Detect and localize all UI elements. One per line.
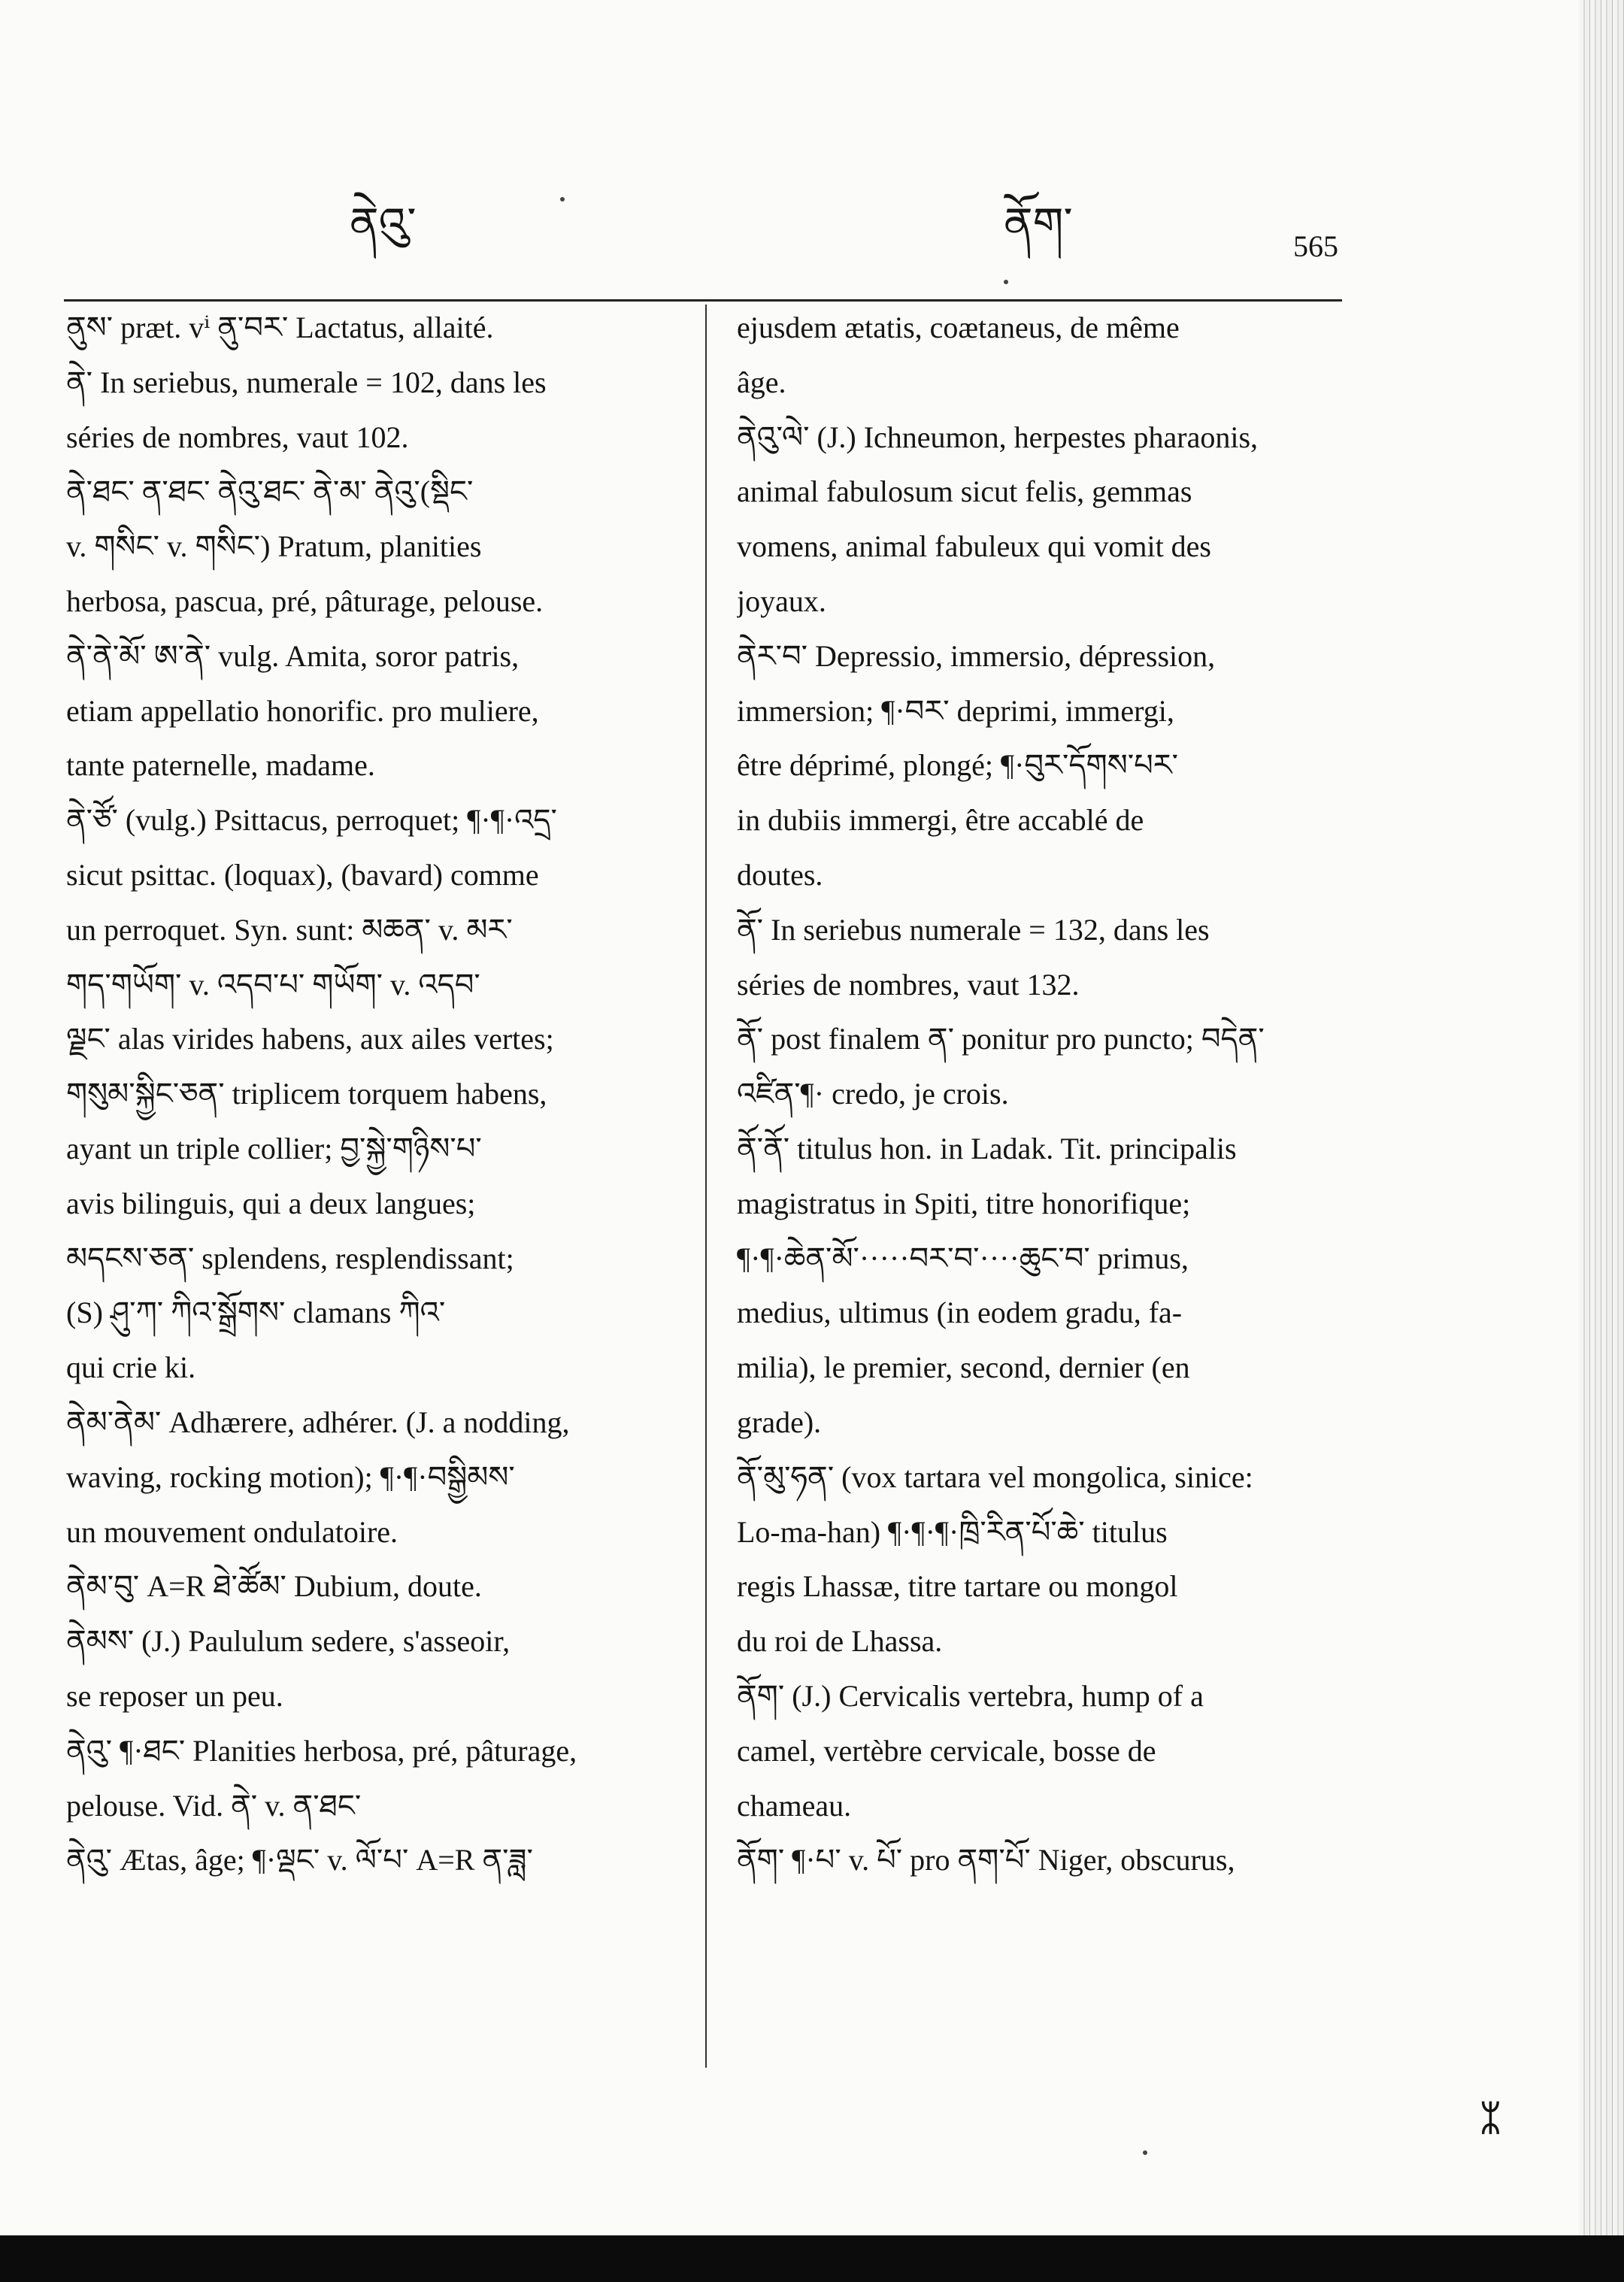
dictionary-line: མདངས་ཅན་ splendens, resplendissant; xyxy=(66,1241,514,1275)
dictionary-line: ནོག་ ¶·པ་ v. པོ་ pro ནག་པོ་ Niger, obscurus, xyxy=(737,1843,1235,1877)
speck xyxy=(1143,2150,1147,2155)
scanned-page-edge xyxy=(1579,0,1624,2241)
dictionary-line: être déprimé, plongé; ¶·བུར་དོགས་པར་ xyxy=(737,748,1179,783)
signature-mark: ᛯ xyxy=(1480,2099,1501,2138)
dictionary-line: ནེར་བ་ Depressio, immersio, dépression, xyxy=(737,638,1216,673)
dictionary-line: ལྗང་ alas virides habens, aux ailes vertes; xyxy=(66,1022,554,1056)
dictionary-line: âge. xyxy=(737,365,786,399)
dictionary-line: un mouvement ondulatoire. xyxy=(66,1514,398,1549)
dictionary-line: séries de nombres, vaut 132. xyxy=(737,967,1080,1002)
dictionary-line: ནེ་ནེ་མོ་ ཨ་ནེ་ vulg. Amita, soror patris, xyxy=(66,638,520,673)
dictionary-line: ནོག་ (J.) Cervicalis vertebra, hump of a xyxy=(737,1678,1204,1713)
page-number: 565 xyxy=(1293,229,1338,263)
dictionary-line: waving, rocking motion); ¶·¶·བསྒྱིམས་ xyxy=(66,1459,515,1494)
dictionary-line: ནེམ་ནེམ་ Adhærere, adhérer. (J. a nodding, xyxy=(66,1405,570,1439)
dictionary-line: ནེའུ་ལེ་ (J.) Ichneumon, herpestes pharaonis, xyxy=(737,420,1259,454)
dictionary-line: immersion; ¶·བར་ deprimi, immergi, xyxy=(737,693,1174,728)
dictionary-line: in dubiis immergi, être accablé de xyxy=(737,803,1144,838)
dictionary-line: animal fabulosum sicut felis, gemmas xyxy=(737,474,1192,509)
dictionary-line: milia), le premier, second, dernier (en xyxy=(737,1350,1190,1385)
dictionary-line: vomens, animal fabuleux qui vomit des xyxy=(737,529,1211,564)
dictionary-line: ནུས་ præt. vⁱ ནུ་བར་ Lactatus, allaité. xyxy=(66,311,494,344)
dictionary-line: joyaux. xyxy=(737,583,826,618)
dictionary-line: གསུམ་སྐྱིང་ཅན་ triplicem torquem habens, xyxy=(66,1077,547,1111)
dictionary-line: tante paternelle, madame. xyxy=(66,748,375,783)
column-divider xyxy=(705,305,707,2068)
dictionary-line: un perroquet. Syn. sunt: མཆན་ v. མར་ xyxy=(66,912,513,947)
dictionary-line: etiam appellatio honorific. pro muliere, xyxy=(66,693,539,728)
dictionary-line: qui crie ki. xyxy=(66,1350,196,1385)
dictionary-line: ནོ་མུ་ཧན་ (vox tartara vel mongolica, sinice: xyxy=(737,1459,1253,1494)
dictionary-line: ནེམས་ (J.) Paululum sedere, s'asseoir, xyxy=(66,1624,511,1659)
dictionary-line: ནོ་ post finalem ན་ ponitur pro puncto; བདེན་ xyxy=(737,1022,1265,1056)
dictionary-line: regis Lhassæ, titre tartare ou mongol xyxy=(737,1569,1178,1604)
dictionary-line: medius, ultimus (in eodem gradu, fa- xyxy=(737,1296,1183,1330)
dictionary-line: avis bilinguis, qui a deux langues; xyxy=(66,1186,476,1220)
dictionary-line: v. གསིང་ v. གསིང་) Pratum, planities xyxy=(66,529,482,564)
dictionary-line: ནེ་ In seriebus, numerale = 102, dans les xyxy=(66,365,547,399)
dictionary-line: གད་གཡོག་ v. འདབ་པ་ གཡོག་ v. འདབ་ xyxy=(66,967,480,1002)
dictionary-line: ནེ་ཙོ་ (vulg.) Psittacus, perroquet; ¶·¶·འདྲ་ xyxy=(66,803,557,838)
dictionary-line: (S) ཤུ་ཀ་ ཀིའ་སྒྲོགས་ clamans ཀིའ་ xyxy=(66,1296,446,1330)
dictionary-line: chameau. xyxy=(737,1788,852,1823)
dictionary-line: herbosa, pascua, pré, pâturage, pelouse. xyxy=(66,583,544,618)
dictionary-line: du roi de Lhassa. xyxy=(737,1624,943,1659)
dictionary-line: ནེའུ་ ¶·ཐང་ Planities herbosa, pré, pâturage, xyxy=(66,1733,577,1768)
dictionary-line: Lo-ma-han) ¶·¶·¶·ཁྲི་རིན་པོ་ཆེ་ titulus xyxy=(737,1514,1168,1549)
right-running-head: ནོག་ xyxy=(1004,198,1073,249)
dictionary-line: འཛིན་¶· credo, je crois. xyxy=(737,1077,1009,1111)
dictionary-line: séries de nombres, vaut 102. xyxy=(66,420,409,454)
dictionary-line: pelouse. Vid. ནེ་ v. ན་ཐང་ xyxy=(66,1788,362,1823)
dictionary-line: sicut psittac. (loquax), (bavard) comme xyxy=(66,857,539,892)
dictionary-line: ནོ་ In seriebus numerale = 132, dans les xyxy=(737,912,1210,947)
dictionary-line: ¶·¶·ཆེན་མོ་·····བར་བ་····ཆུང་བ་ primus, xyxy=(737,1241,1189,1275)
left-column xyxy=(66,301,679,1888)
dictionary-line: ayant un triple collier; བྱ་སྐྱེ་གཉིས་པ་ xyxy=(66,1131,482,1165)
dictionary-line: ནོ་ནོ་ titulus hon. in Ladak. Tit. principalis xyxy=(737,1131,1237,1165)
dictionary-line: ejusdem ætatis, coætaneus, de même xyxy=(737,311,1180,344)
speck xyxy=(1004,280,1008,284)
dictionary-line: magistratus in Spiti, titre honorifique; xyxy=(737,1186,1191,1220)
right-column xyxy=(737,301,1342,1888)
left-running-head: ནེའུ་ xyxy=(350,198,417,249)
dictionary-line: ནེམ་བུ་ A=R ཐེ་ཚོམ་ Dubium, doute. xyxy=(66,1569,482,1604)
dictionary-line: doutes. xyxy=(737,857,823,892)
dictionary-line: camel, vertèbre cervicale, bosse de xyxy=(737,1733,1156,1768)
dictionary-line: ནེའུ་ Ætas, âge; ¶·ལྡང་ v. ལོ་པ་ A=R ན་ཟླ་ xyxy=(66,1843,533,1877)
dictionary-line: grade). xyxy=(737,1405,822,1439)
dictionary-line: se reposer un peu. xyxy=(66,1678,283,1713)
dictionary-line: ནེ་ཐང་ ན་ཐང་ ནེའུ་ཐང་ ནེ་མ་ ནེའུ་(སྡིང་ xyxy=(66,474,474,509)
speck xyxy=(560,197,565,202)
scan-bottom-band xyxy=(0,2235,1624,2282)
